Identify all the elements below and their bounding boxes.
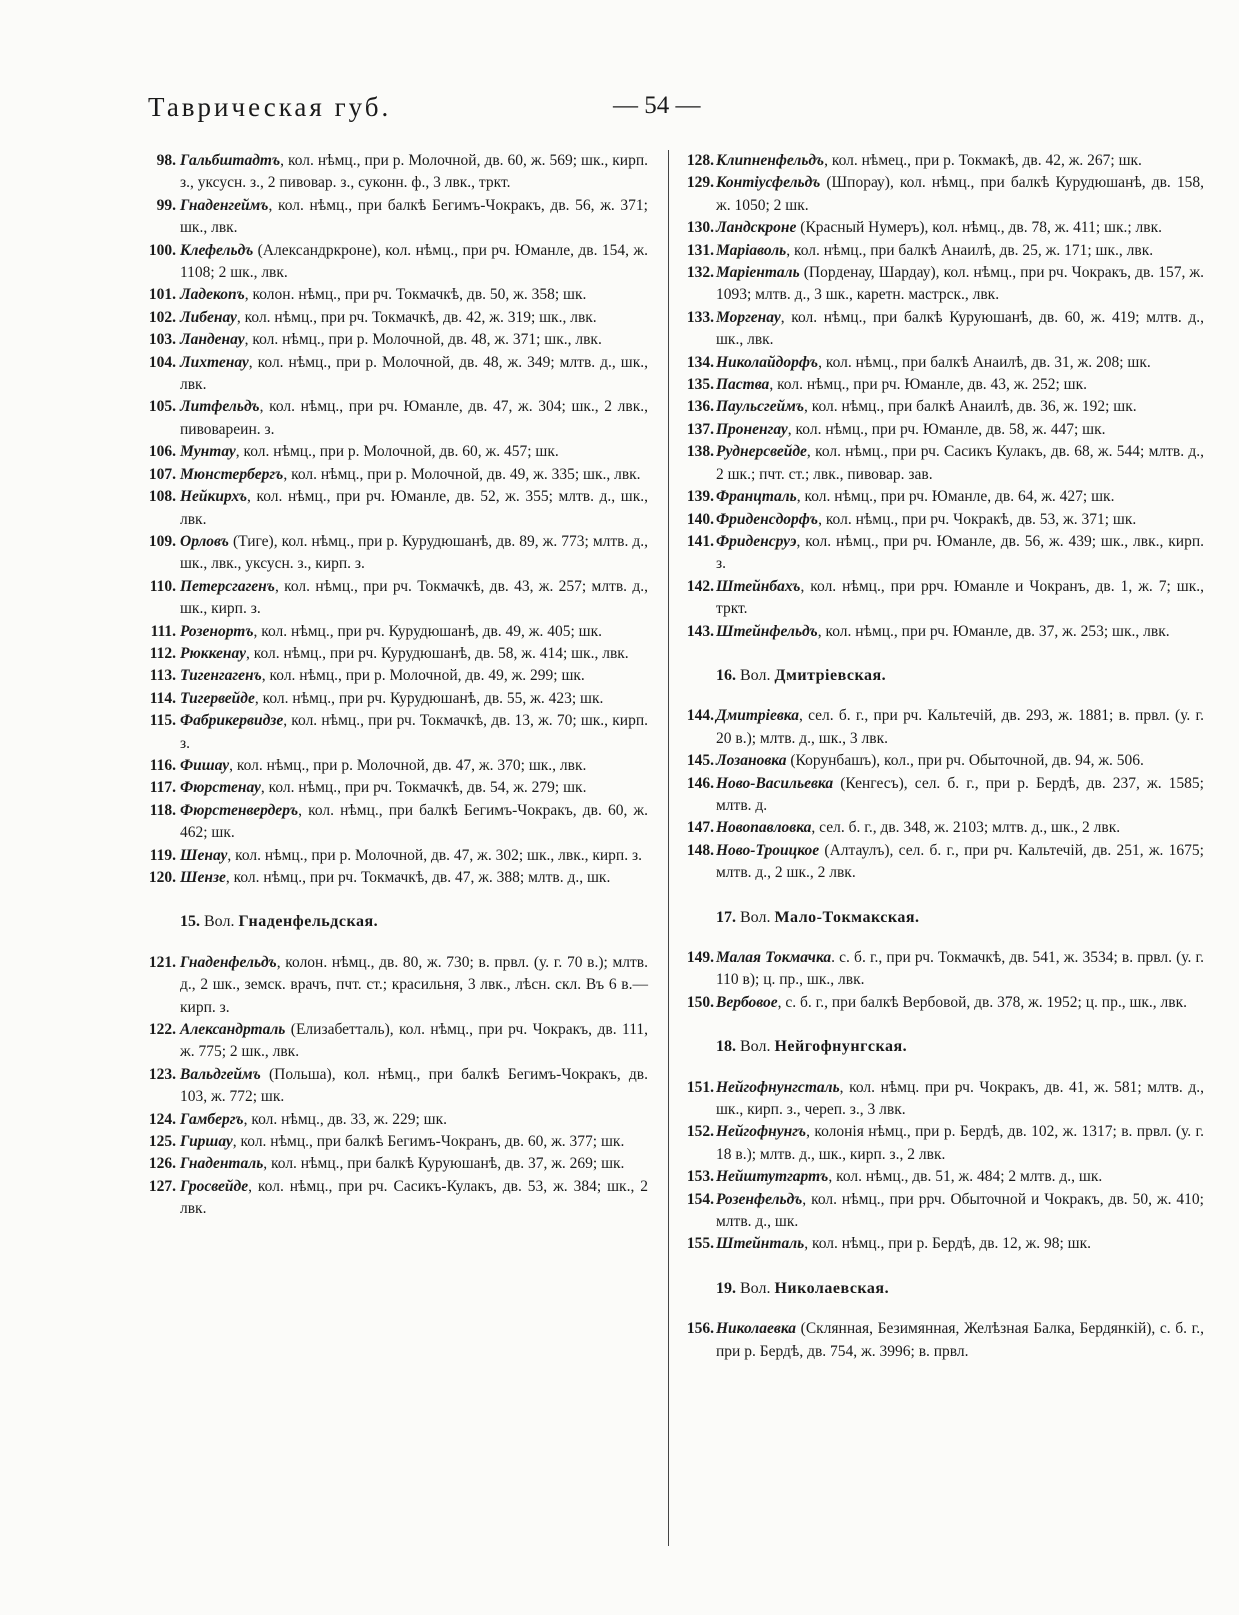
entry-description: , кол. нѣмц., при рч. Юманле, дв. 52, ж. 355; млтв. д., шк., лвк. (180, 488, 648, 528)
list-item (148, 240, 648, 285)
entry-description: , кол. нѣмц., при рч. Токмачкѣ, дв. 42, ж. 319; шк., лвк. (236, 308, 597, 326)
settlement-name: Ново-Васильевка (716, 774, 834, 792)
settlement-name: Петерсгагенъ (180, 577, 275, 595)
entry-number: 122. (148, 1021, 176, 1039)
entry-number: 146. (686, 774, 714, 792)
list-item (684, 352, 1204, 374)
entry-description: . с. б. г., при рч. Токмачкѣ, дв. 541, ж. 3534; в. првл. (у. г. 110 в); ц. пр., шк., лвк. (716, 949, 1204, 989)
entry-number: 106. (148, 443, 176, 461)
entry-number: 130. (686, 219, 714, 237)
settlement-name: Малая Токмачка (716, 949, 832, 966)
entry-description: (Елизабетталь), кол. нѣмц., при рч. Чокракъ, дв. 111, ж. 775; 2 шк., лвк. (180, 1021, 648, 1061)
settlement-name: Клипненфельдъ (716, 152, 825, 169)
entry-list (684, 150, 1204, 643)
entry-description: , кол. нѣмц., при рч. Курудюшанѣ, дв. 49, ж. 405; шк. (253, 622, 603, 640)
entry-number: 153. (686, 1168, 714, 1186)
settlement-name: Фюрстенау (180, 779, 261, 797)
entry-description: , кол. нѣмц., при рч. Курудюшанѣ, дв. 58, ж. 414; шк., лвк. (245, 644, 629, 662)
entry-description: , кол. нѣмц., при р. Молочной, дв. 47, ж. 302; шк., лвк., кирп. з. (227, 846, 642, 864)
entry-description: (Красный Нумеръ), кол. нѣмц., дв. 78, ж. 411; шк.; лвк. (796, 219, 1162, 237)
entry-number: 128. (686, 152, 714, 169)
settlement-name: Фриденсруэ (716, 532, 797, 550)
entry-description: (Склянная, Безимянная, Желѣзная Балка, Бердянкій), с. б. г., при р. Бердѣ, дв. 754, ж. 3996; в. првл. (716, 1320, 1204, 1360)
entry-number: 133. (686, 308, 714, 326)
list-item (684, 1318, 1204, 1363)
entry-number: 109. (148, 532, 176, 550)
entry-description: , кол. нѣмц., при ррч. Обыточной и Чокракъ, дв. 50, ж. 410; млтв. д., шк. (716, 1190, 1204, 1231)
section-heading-17: 17. Вол. Мало-Токмакская. (716, 908, 920, 926)
entry-description: , кол. нѣмц., при рч. Юманле, дв. 64, ж. 427; шк. (796, 488, 1115, 506)
entry-description: , кол. нѣмц., дв. 33, ж. 229; шк. (243, 1110, 448, 1128)
list-item (148, 1153, 648, 1175)
settlement-name: Гамбергъ (180, 1110, 244, 1128)
settlement-name: Вальдгеймъ (180, 1065, 261, 1083)
settlement-name: Либенау (180, 308, 237, 326)
list-item (148, 1019, 648, 1064)
entry-description: (Тиге), кол. нѣмц., при р. Курудюшанѣ, дв. 89, ж. 773; млтв. д., шк., лвк., уксусн. з., кирп. з. (180, 532, 648, 573)
entry-description: , кол. нѣмц., при рч. Токмачкѣ, дв. 43, ж. 257; млтв. д., шк., кирп. з. (180, 577, 648, 618)
settlement-name: Лозановка (716, 752, 787, 770)
entry-number: 148. (686, 841, 714, 859)
settlement-name: Фриденсдорфъ (716, 510, 819, 528)
list-item (148, 531, 648, 576)
list-item (148, 800, 648, 845)
list-item (684, 1233, 1204, 1255)
settlement-name: Николаевка (716, 1320, 797, 1338)
entry-description: , кол. нѣмц., при балкѣ Анаилѣ, дв. 31, ж. 208; шк. (818, 353, 1151, 371)
list-item (148, 755, 648, 777)
entry-description: , с. б. г., при балкѣ Вербовой, дв. 378, ж. 1952; ц. пр., шк., лвк. (777, 993, 1188, 1011)
entry-description: , кол. нѣмц., при балкѣ Анаилѣ, дв. 25, ж. 171; шк., лвк. (786, 241, 1154, 259)
list-item (684, 705, 1204, 750)
settlement-name: Ландскроне (716, 219, 797, 237)
list-item (684, 419, 1204, 441)
entry-number: 132. (686, 264, 714, 282)
entry-number: 121. (148, 953, 176, 971)
list-item (684, 576, 1204, 621)
settlement-name: Фабрикервидзе (180, 712, 284, 730)
settlement-name: Гнаденфельдъ (180, 953, 277, 971)
settlement-name: Штейнбахъ (716, 577, 801, 595)
entry-number: 120. (148, 869, 176, 886)
entry-description: , кол. нѣмц., при балкѣ Бегимъ-Чокракъ, дв. 60, ж. 462; шк. (180, 801, 648, 842)
entry-number: 131. (686, 241, 714, 259)
settlement-name: Розенфельдъ (716, 1190, 803, 1208)
settlement-name: Мюнстербергъ (180, 465, 284, 483)
entry-description: , кол. нѣмц., при р. Молочной, дв. 60, ж. 569; шк., кирп. з., уксусн. з., 2 пивовар. з., суконн. ф., 3 лвк., тркт. (180, 152, 648, 192)
list-item (148, 1109, 648, 1131)
list-item (684, 150, 1204, 172)
entry-description: , кол. нѣмц., при р. Молочной, дв. 49, ж. 335; шк., лвк. (283, 465, 641, 483)
list-item (148, 1131, 648, 1153)
list-item (148, 688, 648, 710)
entry-list (148, 150, 648, 889)
entry-number: 126. (148, 1155, 176, 1173)
settlement-name: Александрталь (180, 1021, 286, 1039)
settlement-name: Розенортъ (180, 622, 254, 640)
entry-number: 118. (149, 801, 176, 819)
settlement-name: Николайдорфъ (716, 353, 819, 371)
entry-list (684, 1077, 1204, 1256)
settlement-name: Проненгау (716, 420, 788, 438)
settlement-name: Паульсгеймъ (716, 398, 804, 416)
settlement-name: Дмитріевка (716, 707, 799, 725)
list-item (148, 710, 648, 755)
entry-number: 137. (686, 420, 714, 438)
entry-description: , кол. нѣмец., при р. Токмакѣ, дв. 42, ж. 267; шк. (824, 152, 1142, 169)
list-item (148, 576, 648, 621)
settlement-name: Ланденау (180, 331, 245, 349)
entry-number: 156. (686, 1320, 714, 1338)
entry-number: 112. (149, 644, 176, 662)
settlement-name: Шензе (180, 869, 226, 886)
entry-description: , кол. нѣмц., при рч. Сасикъ-Кулакъ, дв. 53, ж. 384; шк., 2 лвк. (180, 1177, 648, 1218)
entry-description: , кол. нѣмц., при рч. Токмачкѣ, дв. 47, ж. 388; млтв. д., шк. (225, 869, 611, 886)
entry-description: , кол. нѣмц., при рч. Юманле, дв. 56, ж. 439; шк., лвк., кирп. з. (716, 532, 1204, 573)
list-item (148, 643, 648, 665)
entry-number: 115. (149, 712, 176, 730)
entry-description: , кол. нѣмц., при р. Молочной, дв. 49, ж. 299; шк. (261, 667, 585, 685)
entry-list (684, 705, 1204, 884)
settlement-name: Ново-Троицкое (716, 841, 820, 859)
list-item (684, 240, 1204, 262)
entry-description: (Корунбашъ), кол., при рч. Обыточной, дв. 94, ж. 506. (786, 752, 1144, 770)
settlement-name: Штейнталь (716, 1235, 805, 1253)
entry-number: 104. (148, 353, 176, 371)
entry-number: 98. (156, 152, 176, 169)
entry-number: 124. (148, 1110, 176, 1128)
entry-description: , кол. нѣмц., дв. 51, ж. 484; 2 млтв. д., шк. (828, 1168, 1103, 1186)
settlement-name: Нейштутгартъ (716, 1168, 829, 1186)
entry-number: 116. (149, 756, 176, 774)
list-item (148, 352, 648, 397)
entry-description: , сел. б. г., при рч. Кальтечій, дв. 293, ж. 1881; в. првл. (у. г. 20 в.); млтв. д., шк., 3 лвк. (716, 707, 1204, 747)
section-heading-18: 18. Вол. Нейгофнунгская. (716, 1038, 908, 1056)
list-item (148, 486, 648, 531)
entry-number: 123. (148, 1065, 176, 1083)
settlement-name: Нейгофнунгсталь (716, 1078, 840, 1096)
entry-number: 152. (686, 1123, 714, 1141)
entry-description: , колон. нѣмц., дв. 80, ж. 730; в. првл. (у. г. 70 в.); млтв. д., 2 шк., земск. врачъ, пчт. ст.; красильня, 3 лвк., лѣсн. скл. Въ 6 в.—кирп. з. (180, 953, 648, 1016)
entry-number: 140. (686, 510, 714, 528)
list-item (148, 441, 648, 463)
settlement-name: Ладекопъ (180, 286, 245, 304)
entry-number: 105. (148, 398, 176, 416)
left-column (148, 150, 648, 1221)
entry-description: , кол. нѣмц., при балкѣ Бегимъ-Чокранъ, дв. 60, ж. 377; шк. (232, 1133, 625, 1151)
settlement-name: Нейгофнунгъ (716, 1123, 807, 1141)
list-item (148, 845, 648, 867)
list-item (148, 195, 648, 240)
settlement-name: Новопавловка (716, 819, 812, 837)
entry-description: (Алтаулъ), сел. б. г., при рч. Кальтечій, дв. 251, ж. 1675; млтв. д., 2 шк., 2 лвк. (716, 841, 1204, 882)
settlement-name: Гальбштадтъ (180, 152, 281, 169)
list-item (684, 217, 1204, 239)
entry-description: , кол. нѣмц., при балкѣ Куруюшанѣ, дв. 37, ж. 269; шк. (263, 1155, 625, 1173)
settlement-name: Рюккенау (180, 644, 246, 662)
entry-description: , кол. нѣмц., при р. Молочной, дв. 60, ж. 457; шк. (235, 443, 559, 461)
right-column (684, 150, 1204, 1363)
entry-description: (Кенгесъ), сел. б. г., при р. Бердѣ, дв. 237, ж. 1585; млтв. д. (716, 774, 1204, 814)
entry-description: , кол. нѣмц., при балкѣ Куруюшанѣ, дв. 60, ж. 419; млтв. д., шк., лвк. (716, 308, 1204, 349)
settlement-name: Мунтау (180, 443, 236, 461)
settlement-name: Штейнфельдъ (716, 622, 818, 640)
list-item (684, 262, 1204, 307)
entry-number: 155. (686, 1235, 714, 1253)
list-item (684, 172, 1204, 217)
settlement-name: Гнаденгеймъ (180, 196, 269, 214)
entry-number: 100. (148, 241, 176, 259)
entry-description: , кол. нѣмц., при рч. Курудюшанѣ, дв. 55, ж. 423; шк. (254, 689, 604, 707)
list-item (148, 464, 648, 486)
entry-description: , кол. нѣмц., при рч. Юманле, дв. 47, ж. 304; шк., 2 лвк., пивовареин. з. (180, 398, 648, 438)
list-item (684, 509, 1204, 531)
entry-number: 127. (148, 1177, 176, 1195)
entry-number: 99. (156, 196, 176, 214)
entry-number: 117. (149, 779, 176, 797)
list-item (684, 773, 1204, 818)
entry-description: , кол. нѣмц., при р. Молочной, дв. 47, ж. 370; шк., лвк. (229, 756, 587, 774)
section-heading-16: 16. Вол. Дмитріевская. (716, 666, 887, 684)
entry-list (684, 947, 1204, 1014)
entry-number: 142. (686, 577, 714, 595)
settlement-name: Гиршау (180, 1133, 233, 1151)
entry-description: , кол. нѣмц. при рч. Чокракъ, дв. 41, ж. 581; млтв. д., шк., кирп. з., череп. з., 3 лвк. (716, 1078, 1204, 1119)
settlement-name: Маріаволь (716, 241, 787, 259)
entry-number: 114. (149, 689, 176, 707)
entry-number: 107. (148, 465, 176, 483)
settlement-name: Паства (716, 376, 770, 394)
list-item (148, 329, 648, 351)
list-item (684, 307, 1204, 352)
entry-description: , кол. нѣмц., при рч. Юманле, дв. 58, ж. 447; шк. (787, 420, 1106, 438)
entry-number: 119. (149, 846, 176, 864)
entry-description: , кол. нѣмц., при рч. Чокракѣ, дв. 53, ж. 371; шк. (818, 510, 1137, 528)
entry-number: 144. (686, 707, 714, 725)
settlement-name: Литфельдъ (180, 398, 260, 416)
entry-number: 141. (686, 532, 714, 550)
list-item (148, 307, 648, 329)
entry-list (684, 1318, 1204, 1363)
entry-description: , кол. нѣмц., при р. Молочной, дв. 48, ж. 371; шк., лвк. (244, 331, 602, 349)
settlement-name: Францталь (716, 488, 797, 506)
list-item (684, 486, 1204, 508)
settlement-name: Контіусфельдъ (716, 174, 821, 192)
list-item (148, 665, 648, 687)
list-item (684, 840, 1204, 885)
running-title: Таврическая губ. (148, 92, 392, 122)
list-item (684, 374, 1204, 396)
entry-number: 150. (686, 993, 714, 1011)
settlement-name: Клефельдъ (180, 241, 254, 259)
entry-number: 110. (149, 577, 176, 595)
settlement-name: Тигервейде (180, 689, 255, 707)
entry-description: , колонія нѣмц., при р. Бердѣ, дв. 102, ж. 1317; в. првл. (у. г. 18 в.); млтв. д., шк., кирп. з., 2 лвк. (716, 1123, 1204, 1163)
list-item (148, 150, 648, 195)
page-number: — 54 — (613, 92, 701, 119)
entry-description: , кол. нѣмц., при балкѣ Анаилѣ, дв. 36, ж. 192; шк. (804, 398, 1137, 416)
entry-number: 149. (686, 949, 714, 966)
list-item (684, 1189, 1204, 1234)
entry-number: 111. (150, 622, 176, 640)
settlement-name: Моргенау (716, 308, 781, 326)
list-item (684, 531, 1204, 576)
entry-number: 125. (148, 1133, 176, 1151)
list-item (148, 284, 648, 306)
list-item (684, 621, 1204, 643)
list-item (148, 952, 648, 1019)
entry-number: 143. (686, 622, 714, 640)
entry-list (148, 952, 648, 1221)
list-item (148, 621, 648, 643)
entry-number: 147. (686, 819, 714, 837)
settlement-name: Фюрстенвердеръ (180, 801, 299, 819)
entry-description: , колон. нѣмц., при рч. Токмачкѣ, дв. 50, ж. 358; шк. (244, 286, 587, 304)
entry-number: 145. (686, 752, 714, 770)
list-item (684, 1166, 1204, 1188)
page-header (148, 92, 1108, 128)
list-item (684, 817, 1204, 839)
entry-number: 102. (148, 308, 176, 326)
list-item (148, 1176, 648, 1221)
settlement-name: Гросвейде (180, 1177, 249, 1195)
entry-number: 138. (686, 443, 714, 461)
settlement-name: Вербовое (716, 993, 778, 1011)
list-item (684, 750, 1204, 772)
settlement-name: Шенау (180, 846, 228, 864)
list-item (148, 777, 648, 799)
entry-description: , сел. б. г., дв. 348, ж. 2103; млтв. д., шк., 2 лвк. (811, 819, 1121, 837)
entry-number: 101. (148, 286, 176, 304)
list-item (684, 1077, 1204, 1122)
entry-number: 129. (686, 174, 714, 192)
entry-description: (Порденау, Шардау), кол. нѣмц., при рч. Чокракъ, дв. 157, ж. 1093; млтв. д., 3 шк., каретн. мастрск., лвк. (716, 264, 1204, 304)
list-item (148, 396, 648, 441)
entry-number: 103. (148, 331, 176, 349)
settlement-name: Нейкирхъ (180, 488, 248, 506)
entry-number: 113. (149, 667, 176, 685)
entry-description: , кол. нѣмц., при рч. Юманле, дв. 43, ж. 252; шк. (769, 376, 1088, 394)
entry-description: , кол. нѣмц., при балкѣ Бегимъ-Чокракъ, дв. 56, ж. 371; шк., лвк. (180, 196, 648, 237)
section-heading-15: 15. Вол. Гнаденфельдская. (180, 913, 379, 931)
settlement-name: Лихтенау (180, 353, 249, 371)
settlement-name: Руднерсвейде (716, 443, 807, 461)
section-heading-19: 19. Вол. Николаевская. (716, 1279, 890, 1297)
entry-number: 136. (686, 398, 714, 416)
entry-description: , кол. нѣмц., при р. Бердѣ, дв. 12, ж. 98; шк. (804, 1235, 1092, 1253)
settlement-name: Тигенгагенъ (180, 667, 262, 685)
entry-description: , кол. нѣмц., при рч. Сасикъ Кулакъ, дв. 68, ж. 544; млтв. д., 2 шк.; пчт. ст.; лвк., пивовар. зав. (716, 443, 1204, 483)
entry-number: 154. (686, 1190, 714, 1208)
entry-description: , кол. нѣмц., при рч. Токмачкѣ, дв. 13, ж. 70; шк., кирп. з. (180, 712, 648, 752)
list-item (148, 867, 648, 889)
list-item (148, 1064, 648, 1109)
settlement-name: Орловъ (180, 532, 229, 550)
list-item (684, 1121, 1204, 1166)
settlement-name: Фишау (180, 756, 230, 774)
entry-number: 139. (686, 488, 714, 506)
entry-description: , кол. нѣмц., при рч. Токмачкѣ, дв. 54, ж. 279; шк. (260, 779, 587, 797)
entry-description: (Шпорау), кол. нѣмц., при балкѣ Курудюшанѣ, дв. 158, ж. 1050; 2 шк. (716, 174, 1204, 214)
list-item (684, 992, 1204, 1014)
entry-number: 135. (686, 376, 714, 394)
settlement-name: Гнаденталь (180, 1155, 264, 1173)
entry-description: , кол. нѣмц., при ррч. Юманле и Чокранъ, дв. 1, ж. 7; шк., тркт. (716, 577, 1204, 618)
list-item (684, 947, 1204, 992)
settlement-name: Маріенталь (716, 264, 800, 282)
entry-description: (Польша), кол. нѣмц., при балкѣ Бегимъ-Чокракъ, дв. 103, ж. 772; шк. (180, 1065, 648, 1106)
entry-number: 108. (148, 488, 176, 506)
entry-description: , кол. нѣмц., при р. Молочной, дв. 48, ж. 349; млтв. д., шк., лвк. (180, 353, 648, 394)
list-item (684, 396, 1204, 418)
entry-number: 151. (686, 1078, 714, 1096)
entry-description: , кол. нѣмц., при рч. Юманле, дв. 37, ж. 253; шк., лвк. (817, 622, 1170, 640)
list-item (684, 441, 1204, 486)
entry-number: 134. (686, 353, 714, 371)
entry-description: (Александркроне), кол. нѣмц., при рч. Юманле, дв. 154, ж. 1108; 2 шк., лвк. (180, 241, 648, 282)
